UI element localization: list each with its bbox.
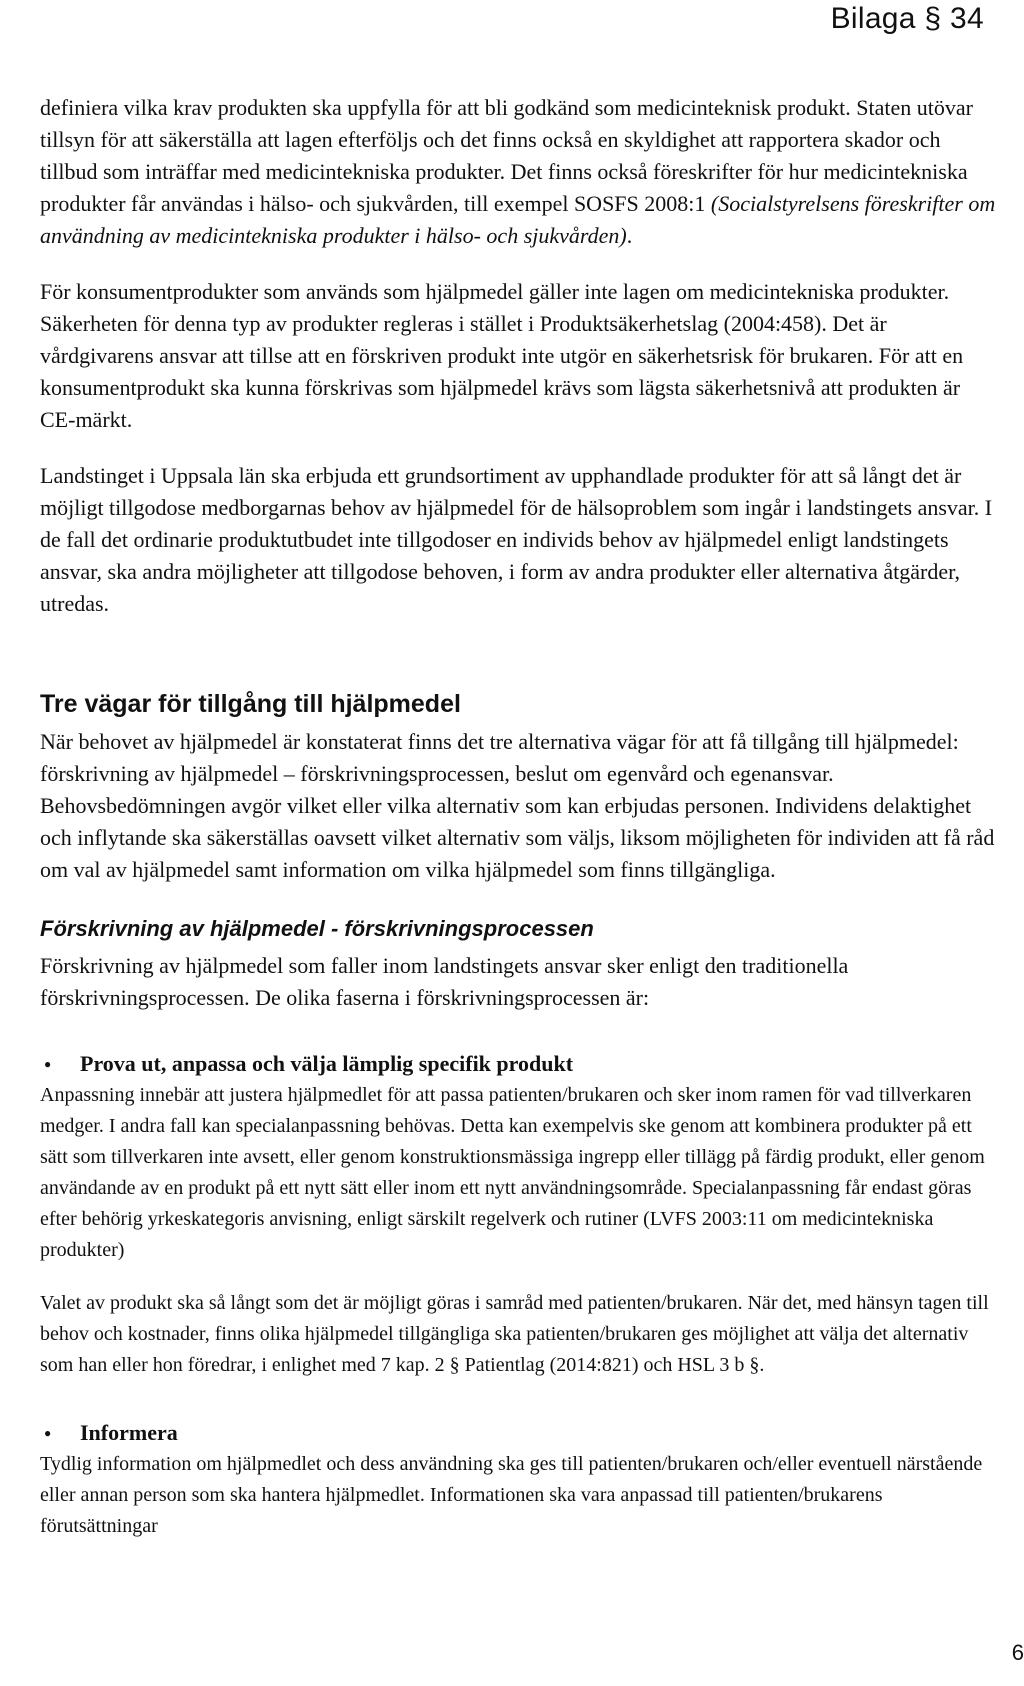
bullet-title-text: Informera [80,1420,178,1445]
bullet-title [40,1417,1000,1449]
subsection-heading-prescription: Förskrivning av hjälpmedel - förskrivningsprocessen [40,916,594,941]
paragraph-end: . [626,223,633,248]
bullet-paragraph-information: Tydlig information om hjälpmedlet och dess användning ska ges till patienten/brukaren och/eller eventuell närstående eller annan person som ska hantera hjälpmedlet. Informationen ska vara anpassad till patienten/brukarens förutsättningar [40,1453,983,1537]
bullet-title [40,1048,1000,1080]
paragraph-medical-devices [40,92,1000,252]
document-body [40,92,1000,1542]
paragraph-consumer-products: För konsumentprodukter som används som hjälpmedel gäller inte lagen om medicintekniska produkter. Säkerheten för denna typ av produkter regleras i stället i Produktsäkerhetslag (2004:458). Det är vårdgivarens ansvar att tillse att en förskriven produkt inte utgör en säkerhetsrisk för brukaren. För att en konsumentprodukt ska kunna förskrivas som hjälpmedel krävs som lägsta säkerhetsnivå att produkten är CE-märkt. [40,279,964,432]
bullet-item-inform [40,1417,1000,1542]
paragraph-text: definiera vilka krav produkten ska uppfylla för att bli godkänd som medicinteknisk produkt. Staten utövar tillsyn för att säkerställa att lagen efterföljs och det finns också en skyldighet att rapportera skador och tillbud som inträffar med medicintekniska produkter. Det finns också föreskrifter för hur medicintekniska produkter får användas i hälso- och sjukvården, till exempel SOSFS 2008:1 [40,95,973,216]
appendix-label: Bilaga § 34 [830,2,984,35]
bullet-item-fit-adapt [40,1048,1000,1381]
paragraph-county-assortment: Landstinget i Uppsala län ska erbjuda ett grundsortiment av upphandlade produkter för att så långt det är möjligt tillgodose medborgarnas behov av hjälpmedel för de hälsoproblem som ingår i landstingets ansvar. I de fall det ordinarie produktutbudet inte tillgodoser en individs behov av hjälpmedel enligt landstingets ansvar, ska andra möjligheter att tillgodose behoven, i form av andra produkter eller alternativa åtgärder, utredas. [40,463,993,616]
bullet-title-text: Prova ut, anpassa och välja lämplig specifik produkt [80,1051,574,1076]
page-number: 6 [1011,1640,1024,1665]
bullet-paragraph-adaptation: Anpassning innebär att justera hjälpmedlet för att passa patienten/brukaren och sker inom ramen för vad tillverkaren medger. I andra fall kan specialanpassning behövas. Detta kan exempelvis ske genom att kombinera produkter på ett sätt som tillverkaren inte avsett, eller genom konstruktionsmässiga ingrepp eller tillägg på färdig produkt, eller genom användande av en produkt på ett nytt sätt eller inom ett nytt användningsområde. Specialanpassning får endast göras efter behörig yrkeskategoris anvisning, enligt särskilt regelverk och rutiner (LVFS 2003:11 om medicintekniska produkter) [40,1084,985,1261]
bullet-dot-icon: ● [44,1057,52,1071]
paragraph-three-ways: När behovet av hjälpmedel är konstaterat finns det tre alternativa vägar för att få tillgång till hjälpmedel: förskrivning av hjälpmedel – förskrivningsprocessen, beslut om egenvård och egenansvar. Behovsbedömningen avgör vilket eller vilka alternativ som kan erbjudas personen. Individens delaktighet och inflytande ska säkerställas oavsett vilket alternativ som väljs, liksom möjligheten för individen att få råd om val av hjälpmedel samt information om vilka hjälpmedel som finns tillgängliga. [40,729,995,882]
section-heading-three-ways: Tre vägar för tillgång till hjälpmedel [40,690,461,718]
paragraph-prescription-process: Förskrivning av hjälpmedel som faller inom landstingets ansvar sker enligt den traditionella förskrivningsprocessen. De olika faserna i förskrivningsprocessen är: [40,953,849,1010]
regulation-title-italic: (Socialstyrelsens föreskrifter om användning av medicintekniska produkter i hälso- och sjukvården) [40,191,996,248]
bullet-dot-icon: ● [44,1426,52,1440]
bullet-paragraph-product-choice: Valet av produkt ska så långt som det är möjligt göras i samråd med patienten/brukaren. När det, med hänsyn tagen till behov och kostnader, finns olika hjälpmedel tillgängliga ska patienten/brukaren ges möjlighet att välja det alternativ som han eller hon föredrar, i enlighet med 7 kap. 2 § Patientlag (2014:821) och HSL 3 b §. [40,1292,989,1376]
